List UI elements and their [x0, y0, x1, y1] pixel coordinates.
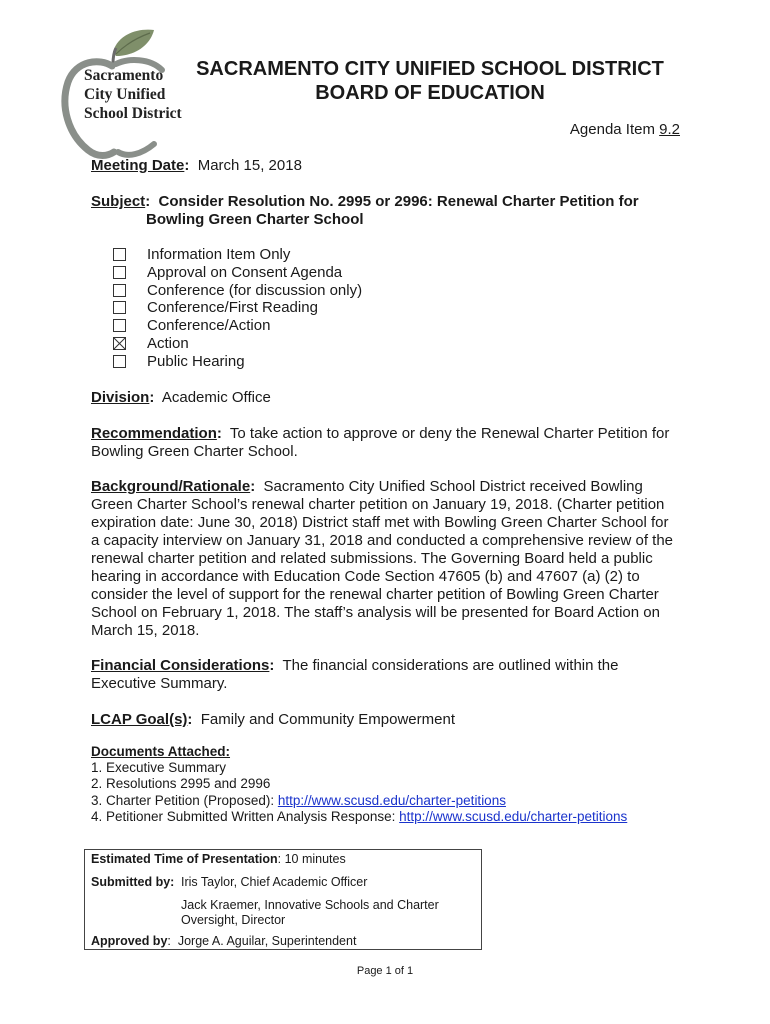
background-rationale: Background/Rationale: Sacramento City Unified School District received Bowling Green Charter School’s renewal charter petition on January 19, 2018. (Charter petition expiration date: June 30, 2018) District staff met with Bowling Green Charter School for a capacity interview on January 31, 2018 and conducted a comprehensive review of the renewal charter petition and related submissions. The Governing Board held a public hearing in accordance with Education Code Section 47605 (b) and 47607 (a) (2) to consider the level of support for the renewal charter petition of Bowling Green Charter School on February 1, 2018. The staff’s analysis will be presented for Board Action on March 15, 2018. — [91, 478, 674, 639]
charter-petitions-link[interactable]: http://www.scusd.edu/charter-petitions — [277, 792, 506, 808]
x-mark-icon — [114, 338, 125, 349]
division: Division: Academic Office — [91, 389, 271, 406]
document-item: 3. Charter Petition (Proposed): http://www.scusd.edu/charter-petitions — [91, 792, 506, 808]
board-title: BOARD OF EDUCATION — [315, 82, 545, 104]
document-item: 2. Resolutions 2995 and 2996 — [91, 776, 271, 792]
subject: Subject: Consider Resolution No. 2995 or 2996: Renewal Charter Petition for Bowling Green Charter School — [91, 193, 639, 228]
agenda-number: 9.2 — [659, 121, 680, 138]
documents-attached: Documents Attached: 1. Executive Summary 2. Resolutions 2995 and 2996 3. Charter Petition (Proposed): http://www.scusd.edu/charter-petitions 4. Petitioner Submitted Written Analysis Response: http://www.scusd.edu/charter-petitions — [91, 744, 628, 824]
logo-wordmark: Sacramento City Unified School District — [84, 67, 182, 122]
document-item: 4. Petitioner Submitted Written Analysis Response: http://www.scusd.edu/charter-petitions — [91, 808, 628, 824]
checkbox[interactable] — [113, 319, 126, 332]
checkbox[interactable] — [113, 284, 126, 297]
charter-petitions-link[interactable]: http://www.scusd.edu/charter-petitions — [399, 808, 628, 824]
district-title: SACRAMENTO CITY UNIFIED SCHOOL DISTRICT — [196, 58, 664, 80]
page-number: Page 1 of 1 — [356, 965, 414, 977]
checkbox-checked[interactable] — [113, 337, 126, 350]
checkbox[interactable] — [113, 248, 126, 261]
checkbox[interactable] — [113, 266, 126, 279]
meeting-date: Meeting Date: March 15, 2018 — [91, 157, 302, 174]
presentation-info-box: Estimated Time of Presentation: 10 minutes Submitted by: Iris Taylor, Chief Academic Officer Jack Kraemer, Innovative Schools and Charter Oversight, Director Approved by: Jorge A. Aguilar, Superintendent — [84, 849, 482, 950]
checkbox[interactable] — [113, 301, 126, 314]
lcap-goals: LCAP Goal(s): Family and Community Empowerment — [91, 711, 455, 728]
financial-considerations: Financial Considerations: The financial considerations are outlined within the Executive Summary. — [91, 657, 619, 692]
recommendation: Recommendation: To take action to approve or deny the Renewal Charter Petition for Bowling Green Charter School. — [91, 425, 670, 460]
document-item: 1. Executive Summary — [91, 760, 227, 776]
agenda-item: Agenda Item 9.2 — [569, 121, 680, 138]
checkbox[interactable] — [113, 355, 126, 368]
